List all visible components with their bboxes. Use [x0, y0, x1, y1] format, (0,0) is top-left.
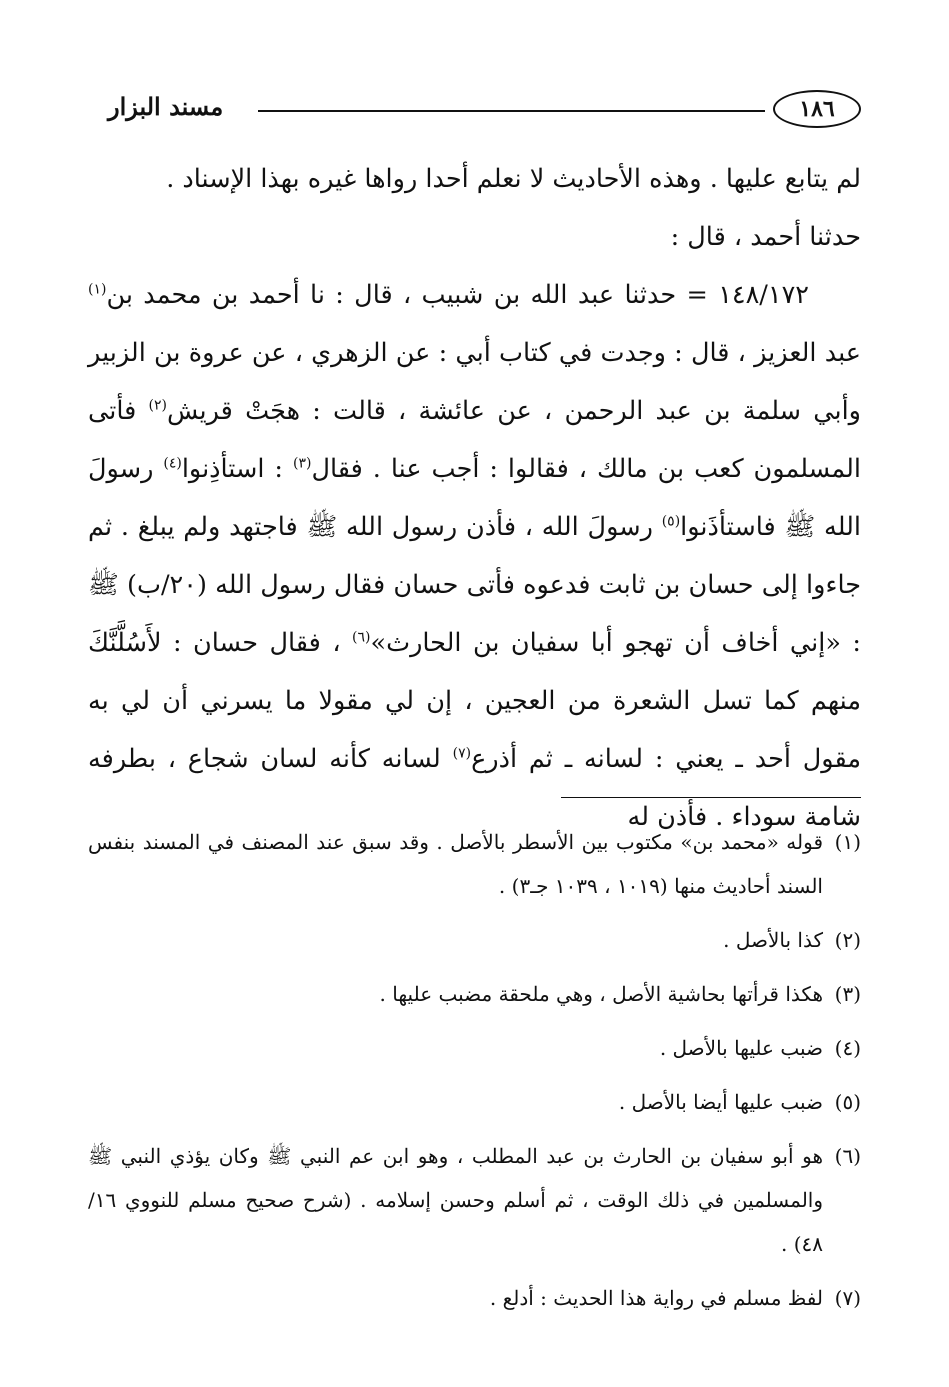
text-line: حدثنا أحمد ، قال : — [670, 222, 861, 252]
footnote — [88, 1080, 861, 1124]
hadith-text: لسانه كأنه لسان شجاع ، بطرفه شامة سوداء . فأذن له — [88, 744, 861, 832]
footnote-ref: (٢) — [148, 397, 167, 414]
hadith-text: ، فقال حسان : لأَسُلَّنَّكَ منهم كما تسل الشعرة من العجين ، إن لي مقولا ما يسرني أن لي به مقول أحد ـ يعني : لسانه ـ ثم أذرع — [88, 628, 861, 774]
footnote-number: (٢) — [834, 928, 861, 952]
footnote-text: ضبب عليها أيضا بالأصل . — [618, 1090, 823, 1114]
footnote — [88, 820, 861, 908]
main-text — [88, 150, 861, 846]
hadith-number: ١٤٨/١٧٢ — [718, 280, 809, 310]
text-line: لم يتابع عليها . وهذه الأحاديث لا نعلم أحدا رواها غيره بهذا الإسناد . — [166, 164, 861, 194]
footnote-ref: (١) — [88, 281, 107, 298]
footnotes — [88, 820, 861, 1330]
footnote — [88, 1026, 861, 1070]
footnote-ref: (٧) — [452, 745, 472, 762]
footnote — [88, 1134, 861, 1266]
hadith-text: = حدثنا عبد الله بن شبيب ، قال : نا أحمد بن محمد بن — [106, 280, 708, 310]
footnote-number: (١) — [834, 830, 861, 854]
footnote — [88, 918, 861, 962]
footnote-ref: (٤) — [163, 455, 182, 472]
hadith-text: فأتى المسلمون كعب بن مالك ، فقالوا : أجب عنا . فقال — [88, 396, 861, 484]
footnote-separator — [561, 797, 861, 798]
hadith-text: رسولَ الله ، فأذن رسول الله ﷺ فاجتهد ولم يبلغ . ثم جاءوا إلى حسان بن ثابت فدعوه فأتى حسان فقال رسول الله (٢٠/ب) ﷺ : «إني أخاف أن تهجو أبا سفيان بن الحارث» — [88, 512, 861, 658]
hadith-text: رسولَ الله ﷺ فاستأذَنوا — [88, 454, 861, 542]
footnote-text: هو أبو سفيان بن الحارث بن عبد المطلب ، وهو ابن عم النبي ﷺ وكان يؤذي النبي ﷺ والمسلمين في ذلك الوقت ، ثم أسلم وحسن إسلامه . (شرح صحيح مسلم للنووي ١٦/ ٤٨) . — [88, 1144, 824, 1256]
hadith-text: : استأذِنوا — [181, 454, 293, 484]
footnote-number: (٥) — [834, 1090, 861, 1114]
footnote — [88, 972, 861, 1016]
footnote-number: (٦) — [834, 1144, 861, 1168]
footnote-ref: (٥) — [661, 513, 681, 530]
footnote-text: كذا بالأصل . — [723, 928, 823, 952]
footnote-ref: (٣) — [292, 455, 312, 472]
book-title: مسند البزار — [108, 92, 224, 121]
footnote-number: (٧) — [834, 1286, 861, 1310]
hadith-text: عبد العزيز ، قال : وجدت في كتاب أبي : عن الزهري ، عن عروة بن الزبير وأبي سلمة بن عبد الرحمن ، عن عائشة ، قالت : هجَتْ قريش — [88, 338, 861, 426]
footnote-text: ضبب عليها بالأصل . — [659, 1036, 823, 1060]
page-number: ١٨٦ — [773, 90, 861, 128]
footnote-number: (٣) — [834, 982, 861, 1006]
footnote-text: لفظ مسلم في رواية هذا الحديث : أدلع . — [489, 1286, 823, 1310]
hadith-paragraph — [88, 266, 861, 846]
footnote-number: (٤) — [834, 1036, 861, 1060]
footnote-ref: (٦) — [352, 629, 371, 646]
footnote-text: قوله «محمد بن» مكتوب بين الأسطر بالأصل . وقد سبق عند المصنف في المسند بنفس السند أحاديث منها (١٠١٩ ، ١٠٣٩ جـ٣) . — [88, 830, 823, 898]
header-rule — [258, 110, 765, 112]
footnote-text: هكذا قرأتها بحاشية الأصل ، وهي ملحقة مضبب عليها . — [379, 982, 823, 1006]
page-header — [88, 88, 861, 134]
footnote — [88, 1276, 861, 1320]
